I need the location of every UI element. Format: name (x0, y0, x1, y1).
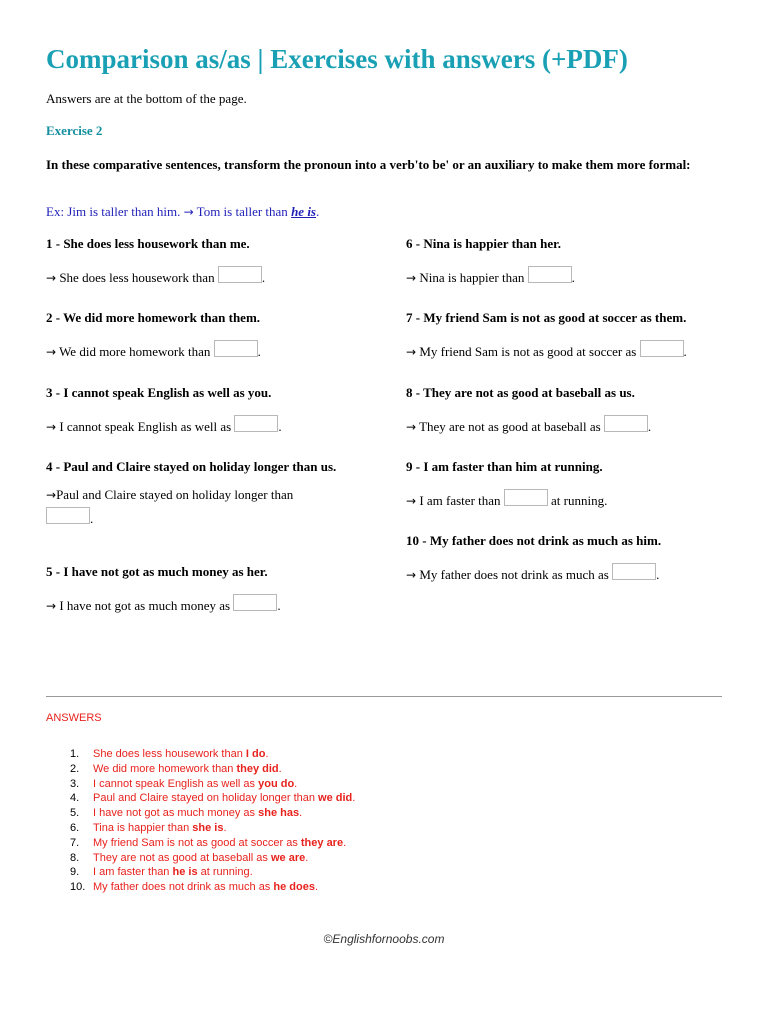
question-title: 10 - My father does not drink as much as him. (406, 533, 662, 548)
answer-end: . (265, 748, 269, 760)
answer-end: . (314, 881, 319, 894)
sentence-end: . (647, 419, 652, 434)
answer-number: 6. (70, 821, 80, 834)
question-title: 3 - I cannot speak English as well as you. (46, 385, 272, 400)
question-3 (46, 385, 366, 436)
footer-copyright: ©Englishfornoobs.com (323, 932, 445, 946)
sentence-start: Nina is happier than (419, 270, 525, 285)
answer-line (46, 594, 366, 615)
answer-field[interactable] (504, 489, 548, 506)
question-1 (46, 236, 366, 287)
answer-item (46, 865, 355, 880)
answer-number: 3. (70, 777, 80, 790)
answer-key: they did (236, 762, 279, 775)
answer-item (46, 747, 355, 762)
answer-field[interactable] (46, 507, 90, 524)
answer-line (406, 340, 736, 361)
sentence-end: . (90, 511, 94, 526)
sentence-start: Paul and Claire stayed on holiday longer than (56, 487, 294, 502)
question-title: 8 - They are not as good at baseball as us. (406, 385, 635, 400)
answer-key: you do (258, 777, 295, 790)
answer-end: at running. (200, 866, 253, 879)
answer-text: She does less housework than (93, 748, 243, 760)
sentence-end: . (257, 344, 261, 359)
answer-number: 7. (70, 836, 80, 849)
answer-key: we did (318, 792, 353, 805)
answer-key: she is (192, 821, 224, 834)
answer-text: I cannot speak English as well as (93, 777, 256, 790)
sentence-end: . (656, 567, 660, 582)
answer-text: Paul and Claire stayed on holiday longer than (93, 792, 315, 805)
answer-end: . (294, 777, 298, 790)
answer-field[interactable] (640, 340, 684, 357)
question-title: 4 - Paul and Claire stayed on holiday longer than us. (46, 459, 337, 474)
arrow-icon: → (46, 345, 57, 359)
example-sentence (46, 204, 319, 220)
question-title: 9 - I am faster than him at running. (406, 459, 603, 474)
answer-key: I do (245, 748, 266, 760)
answer-item (46, 880, 355, 895)
sentence-end: . (683, 344, 687, 359)
example-answer: he is (291, 204, 316, 219)
example-sentence-text: Tom is taller than (196, 204, 288, 219)
answer-line (406, 489, 736, 510)
question-4 (46, 459, 356, 531)
answers-heading: ANSWERS (46, 712, 102, 724)
question-2 (46, 310, 366, 361)
answer-field[interactable] (214, 340, 258, 357)
question-6 (406, 236, 736, 287)
answer-item (46, 777, 355, 792)
page-title: Comparison as/as | Exercises with answers (+PDF) (46, 44, 628, 74)
answer-text: I am faster than (93, 866, 170, 879)
answer-number: 2. (70, 762, 80, 775)
answer-key: he is (172, 866, 198, 879)
sentence-end: at running. (551, 493, 608, 508)
answer-line (406, 415, 736, 436)
answer-item (46, 836, 355, 851)
answer-line (46, 266, 366, 287)
answer-end: . (343, 836, 347, 849)
sentence-end: . (278, 419, 282, 434)
answer-number: 1. (70, 748, 80, 760)
answers-list (46, 747, 355, 895)
example-prefix: Ex: Jim is taller than him. (46, 204, 181, 219)
question-title: 1 - She does less housework than me. (46, 236, 250, 251)
question-title: 7 - My friend Sam is not as good at soccer as them. (406, 310, 687, 325)
answer-number: 5. (70, 807, 80, 820)
answer-number: 8. (70, 851, 80, 864)
answer-key: he does (273, 881, 315, 894)
answer-field[interactable] (604, 415, 648, 432)
arrow-icon: → (46, 271, 57, 285)
question-8 (406, 385, 736, 436)
answer-item (46, 791, 355, 806)
arrow-icon: → (406, 420, 417, 434)
sentence-start: We did more homework than (59, 344, 211, 359)
sentence-start: My father does not drink as much as (419, 567, 609, 582)
answer-line (46, 483, 301, 531)
answer-line (406, 266, 736, 287)
sentence-start: I cannot speak English as well as (59, 419, 232, 434)
sentence-end: . (277, 598, 281, 613)
answers-note: Answers are at the bottom of the page. (46, 91, 247, 106)
answer-item (46, 762, 355, 777)
answer-item (46, 806, 355, 821)
divider (46, 696, 722, 697)
answer-text: I have not got as much money as (93, 807, 256, 820)
answer-number: 4. (70, 792, 80, 805)
question-7 (406, 310, 736, 361)
answer-line (46, 415, 366, 436)
question-5 (46, 564, 366, 615)
answer-end: . (352, 792, 356, 805)
answer-text: My father does not drink as much as (93, 881, 271, 894)
instruction-text: In these comparative sentences, transform the pronoun into a verb'to be' or an auxiliary to make them more formal: (46, 157, 691, 172)
sentence-start: They are not as good at baseball as (419, 419, 601, 434)
arrow-icon: → (406, 568, 417, 582)
arrow-icon: → (46, 420, 57, 434)
answer-end: . (299, 807, 303, 820)
arrow-icon: → (406, 345, 417, 359)
answer-line (46, 340, 366, 361)
answer-end: . (278, 762, 282, 775)
sentence-start: I am faster than (419, 493, 501, 508)
answer-key: we are (270, 851, 306, 864)
answer-field[interactable] (218, 266, 262, 283)
sentence-start: She does less housework than (59, 270, 215, 285)
example-suffix: . (315, 204, 320, 219)
sentence-end: . (261, 270, 266, 285)
answer-item (46, 851, 355, 866)
question-10 (406, 533, 736, 584)
answer-end: . (305, 851, 309, 864)
answer-field[interactable] (234, 415, 278, 432)
answer-text: We did more homework than (93, 762, 234, 775)
exercise-heading: Exercise 2 (46, 123, 103, 138)
answer-number: 10. (70, 881, 86, 894)
answer-text: My friend Sam is not as good at soccer as (93, 836, 298, 849)
arrow-icon: → (183, 205, 194, 219)
arrow-icon: → (46, 488, 57, 502)
question-title: 6 - Nina is happier than her. (406, 236, 561, 251)
answer-field[interactable] (612, 563, 656, 580)
answer-item (46, 821, 355, 836)
sentence-end: . (571, 270, 575, 285)
sentence-start: My friend Sam is not as good at soccer as (419, 344, 637, 359)
sentence-start: I have not got as much money as (59, 598, 231, 613)
answer-key: she has (258, 807, 300, 820)
answer-text: They are not as good at baseball as (93, 851, 268, 864)
arrow-icon: → (406, 494, 417, 508)
question-title: 5 - I have not got as much money as her. (46, 564, 268, 579)
answer-text: Tina is happier than (93, 821, 190, 834)
arrow-icon: → (406, 271, 417, 285)
answer-key: they are (300, 836, 344, 849)
answer-field[interactable] (528, 266, 572, 283)
answer-end: . (223, 821, 227, 834)
question-title: 2 - We did more homework than them. (46, 310, 261, 325)
answer-line (406, 563, 736, 584)
answer-field[interactable] (233, 594, 277, 611)
arrow-icon: → (46, 599, 57, 613)
question-9 (406, 459, 736, 510)
answer-number: 9. (70, 866, 80, 879)
